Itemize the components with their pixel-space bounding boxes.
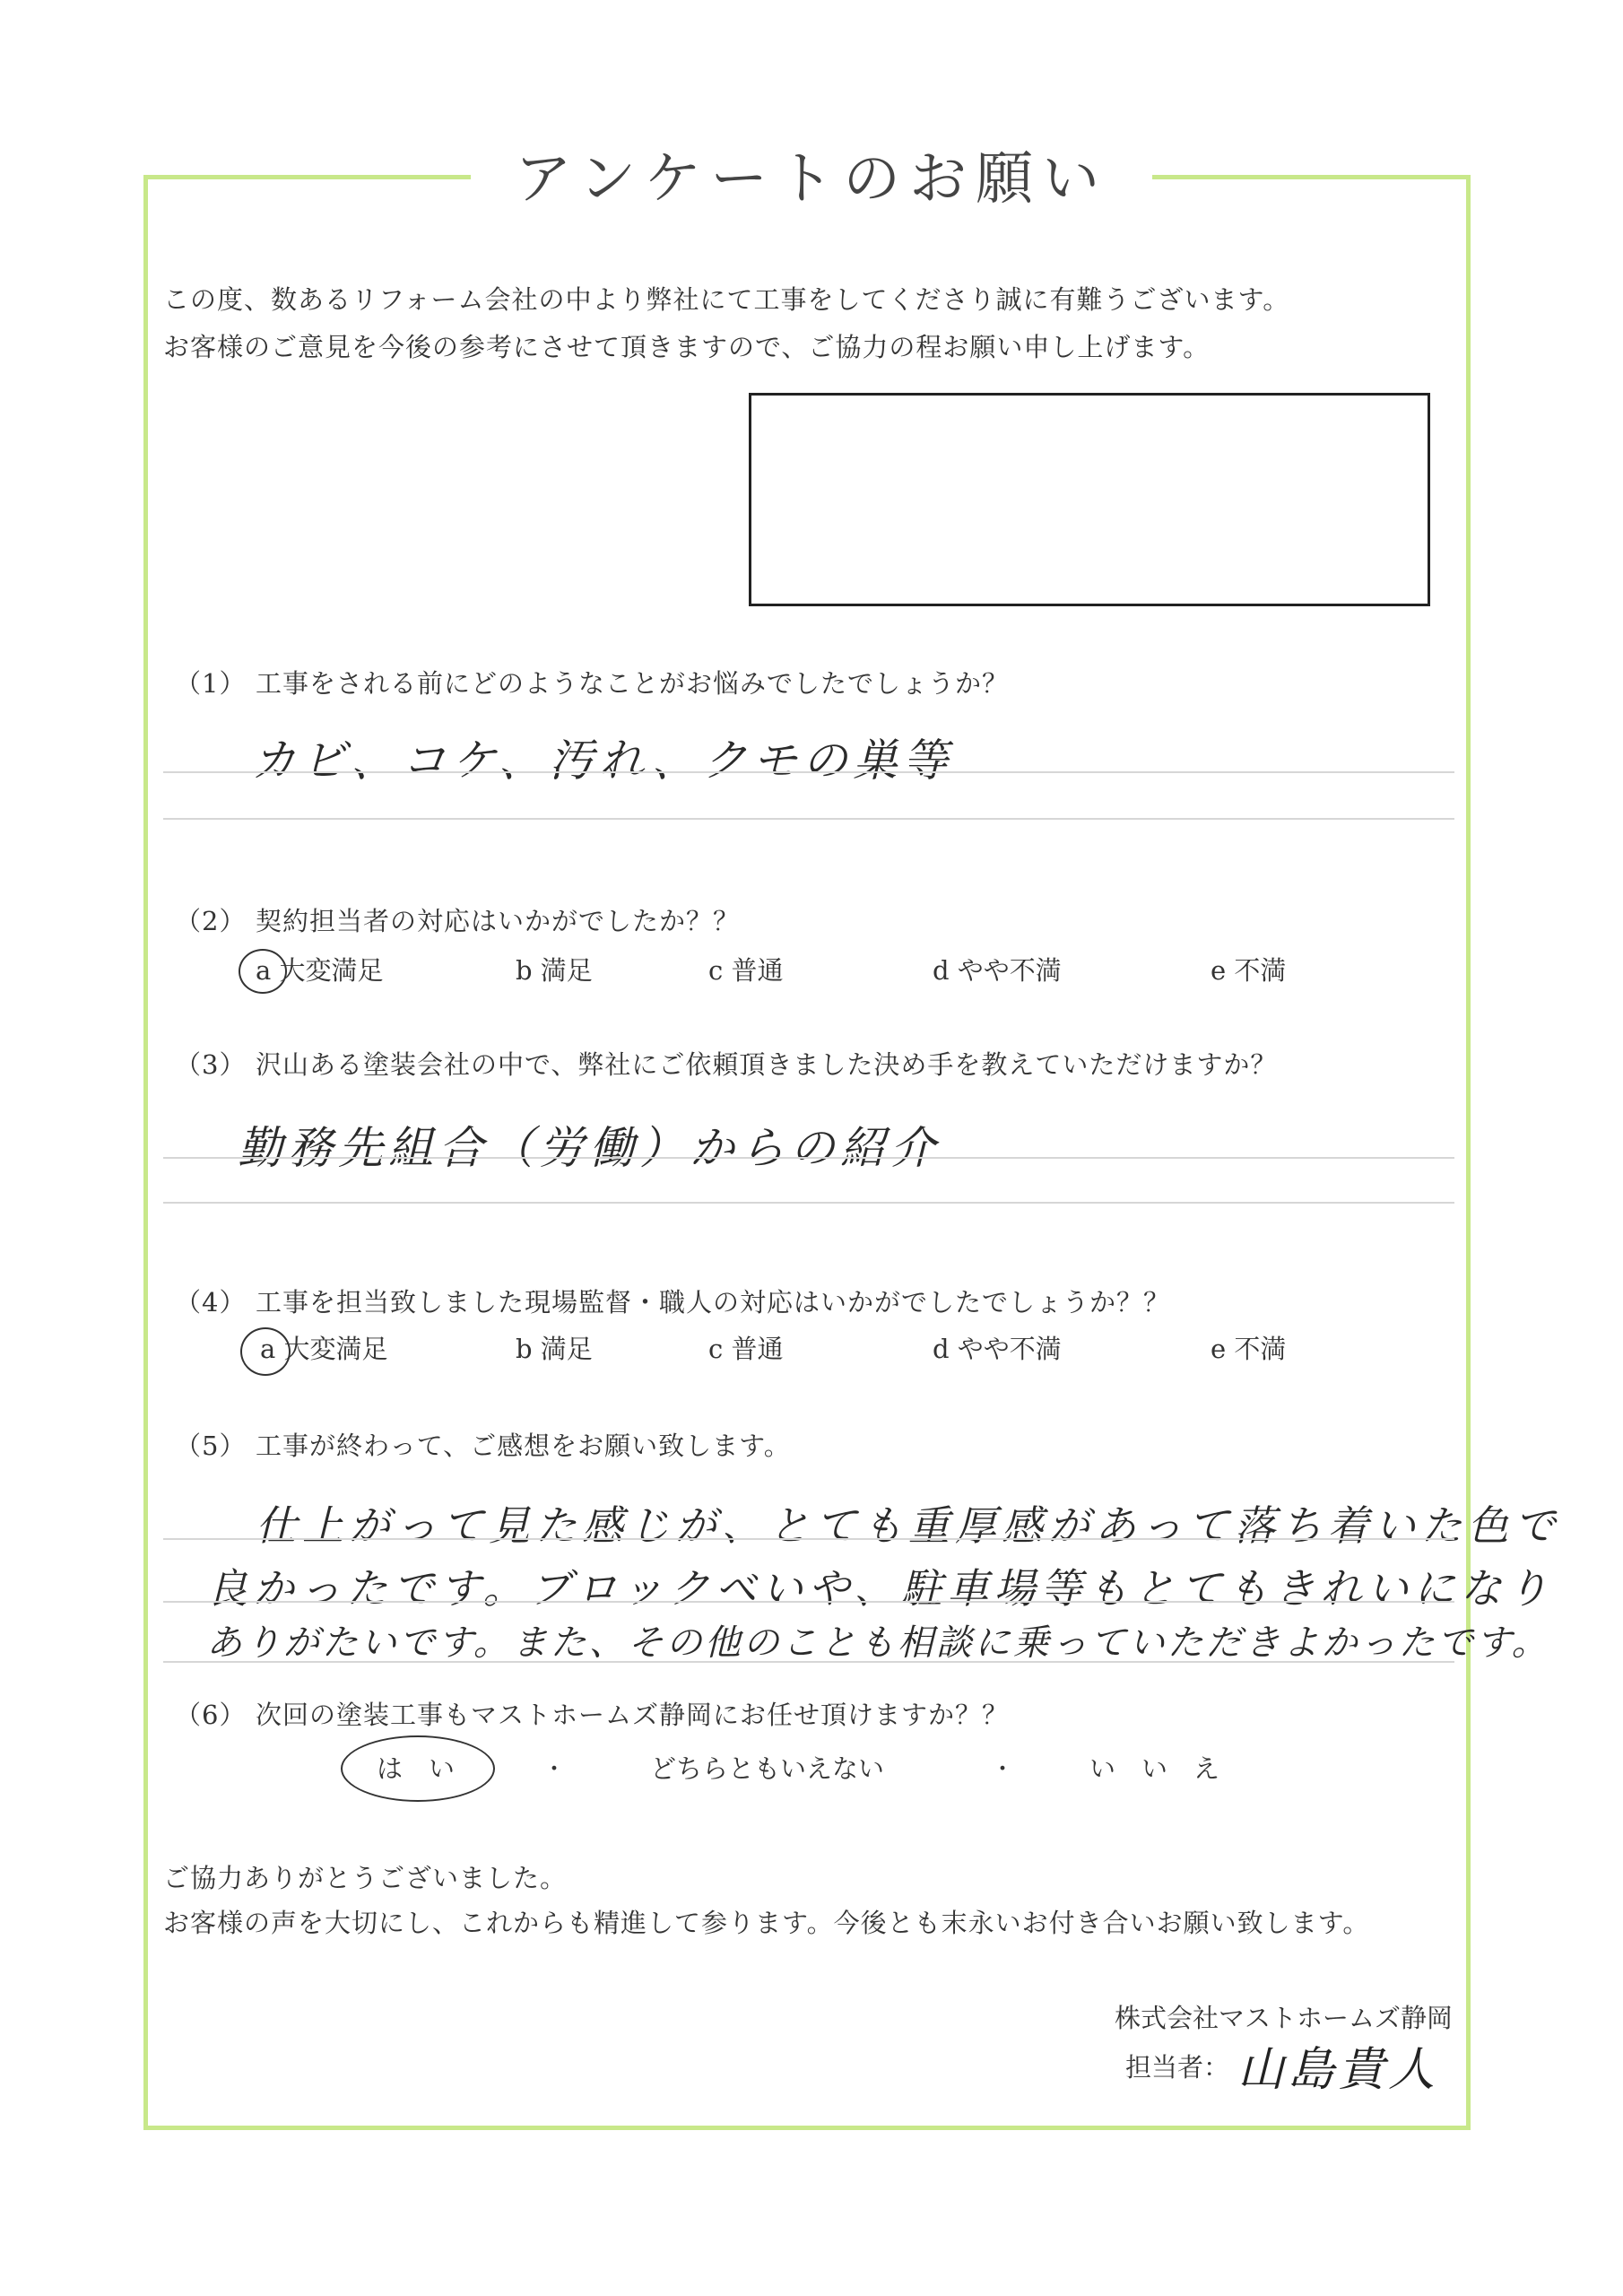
answer-rule — [163, 1538, 1454, 1540]
answer-rule — [163, 818, 1454, 820]
question-6 — [175, 1695, 1009, 1732]
answer-5-line-1: 仕上がって見た感じが、とても重厚感があって落ち着いた色で — [256, 1501, 1561, 1550]
option-c: c 普通 — [708, 1334, 784, 1364]
answer-1: カビ、コケ、汚れ、クモの巣等 — [251, 735, 953, 787]
question-text: 工事を担当致しました現場監督・職人の対応はいかがでしたでしょうか？？ — [256, 1287, 1171, 1318]
selected-mark — [341, 1735, 495, 1802]
selected-mark — [240, 1327, 291, 1376]
question-text: 契約担当者の対応はいかがでしたか？？ — [256, 906, 741, 936]
question-text: 次回の塗装工事もマストホームズ静岡にお任せ頂けますか？？ — [256, 1700, 1010, 1730]
separator: ・ — [542, 1756, 567, 1783]
question-text: 工事をされる前にどのようなことがお悩みでしたでしょうか？ — [256, 668, 1010, 699]
staff-label: 担当者： — [1125, 2052, 1230, 2083]
closing-line-2: お客様の声を大切にし、これからも精進して参ります。今後とも末永いお付き合いお願い致します。 — [163, 1908, 1370, 1938]
option-b: b 満足 — [516, 1334, 593, 1364]
option-b: b 満足 — [516, 955, 593, 986]
option-no: い い え — [1089, 1753, 1220, 1784]
question-number: （4） — [175, 1287, 247, 1318]
answer-3: 勤務先組合（労働）からの紹介 — [238, 1122, 941, 1174]
question-number: （6） — [175, 1700, 247, 1730]
option-e: e 不満 — [1211, 955, 1287, 986]
customer-name-box — [749, 393, 1430, 606]
closing-line-1: ご協力ありがとうございました。 — [163, 1863, 568, 1893]
option-d: d やや不満 — [933, 955, 1062, 986]
option-a: a 大変満足 — [256, 955, 384, 986]
question-1 — [175, 664, 1009, 700]
answer-rule — [163, 1601, 1454, 1603]
staff-signature: 山島貴人 — [1237, 2043, 1439, 2097]
question-text: 沢山ある塗装会社の中で、弊社にご依頼頂きました決め手を教えていただけますか？ — [256, 1049, 1278, 1080]
question-text: 工事が終わって、ご感想をお願い致します。 — [256, 1431, 791, 1461]
separator: ・ — [991, 1756, 1015, 1783]
option-neutral: どちらともいえない — [650, 1753, 885, 1784]
question-5 — [175, 1426, 791, 1463]
option-a: a 大変満足 — [260, 1334, 388, 1364]
question-number: （2） — [175, 906, 247, 936]
answer-rule — [163, 1157, 1454, 1159]
option-d: d やや不満 — [933, 1334, 1062, 1364]
intro-line-2: お客様のご意見を今後の参考にさせて頂きますので、ご協力の程お願い申し上げます。 — [163, 332, 1211, 362]
answer-rule — [163, 1202, 1454, 1204]
answer-5-line-2: 良かったです。ブロックベいや、駐車場等もとてもきれいになり — [206, 1564, 1554, 1613]
question-3 — [175, 1045, 1277, 1082]
question-2 — [175, 901, 740, 938]
question-number: （3） — [175, 1049, 247, 1080]
answer-5-line-3: ありがたいです。また、その他のことも相談に乗っていただきよかったです。 — [206, 1622, 1550, 1664]
answer-rule — [163, 771, 1454, 773]
answer-rule — [163, 1661, 1454, 1663]
option-yes: は い — [377, 1753, 456, 1784]
option-e: e 不満 — [1211, 1334, 1287, 1364]
company-name: 株式会社マストホームズ静岡 — [1114, 2003, 1453, 2033]
option-c: c 普通 — [708, 955, 784, 986]
page-title: アンケートのお願い — [471, 144, 1152, 215]
question-number: （5） — [175, 1431, 247, 1461]
question-number: （1） — [175, 668, 247, 699]
intro-line-1: この度、数あるリフォーム会社の中より弊社にて工事をしてくださり誠に有難うございます。 — [163, 284, 1290, 315]
question-4 — [175, 1283, 1170, 1319]
selected-mark — [239, 949, 287, 994]
